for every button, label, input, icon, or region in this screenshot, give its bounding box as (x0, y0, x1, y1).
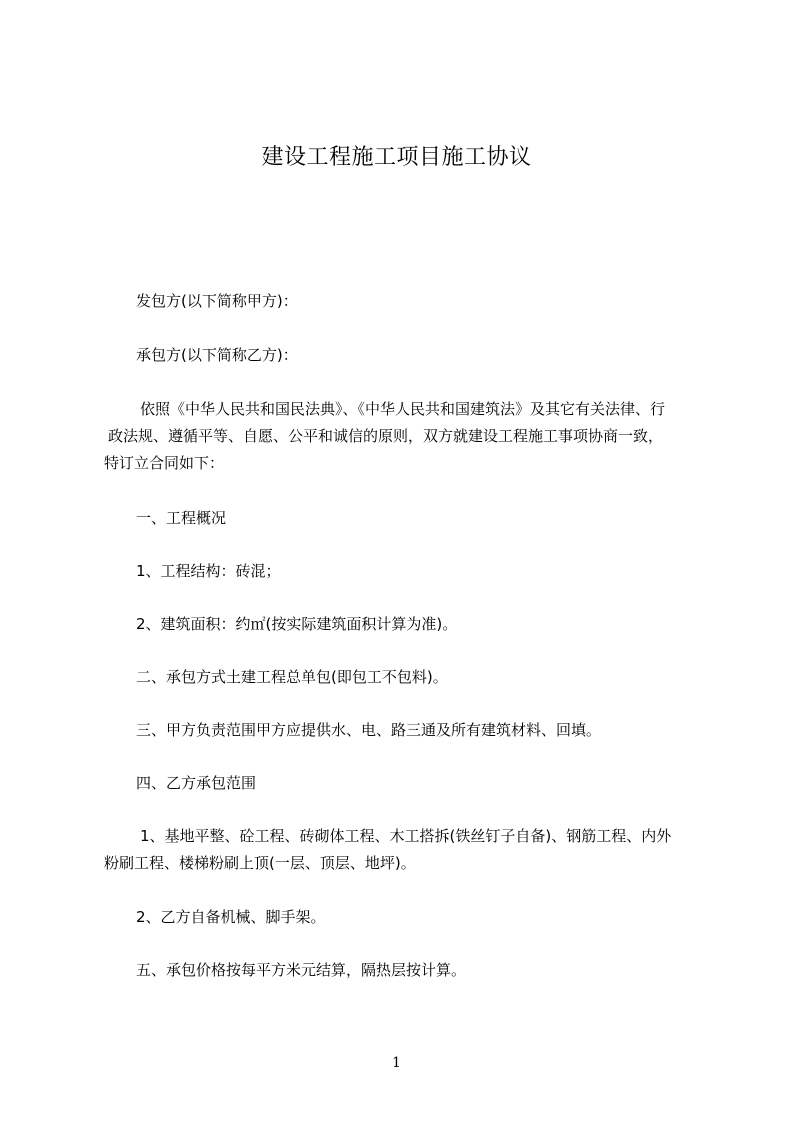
section-heading-3: 三、甲方负责范围甲方应提供水、电、路三通及所有建筑材料、回填。 (136, 721, 602, 739)
preamble-line-1: 依照《中华人民共和国民法典》、《中华人民共和国建筑法》及其它有关法律、行 (140, 400, 666, 418)
party-b-line: 承包方(以下简称乙方)： (136, 346, 298, 364)
clause-4-1-line-2: 粉刷工程、楼梯粉刷上顶(一层、顶层、地坪)。 (104, 854, 416, 872)
clause-4-2: 2、乙方自备机械、脚手架。 (136, 908, 326, 926)
section-heading-4: 四、乙方承包范围 (136, 774, 257, 792)
preamble-line-2: 政法规、遵循平等、自愿、公平和诚信的原则，双方就建设工程施工事项协商一致， (108, 427, 664, 445)
clause-1-1: 1、工程结构：砖混； (136, 562, 281, 580)
document-title: 建设工程施工项目施工协议 (261, 145, 532, 170)
section-heading-1: 一、工程概况 (136, 509, 227, 527)
section-heading-2: 二、承包方式土建工程总单包(即包工不包料)。 (136, 668, 448, 686)
preamble-line-3: 特订立合同如下： (104, 454, 225, 472)
section-heading-5: 五、承包价格按每平方米元结算，隔热层按计算。 (136, 961, 467, 979)
clause-4-1-line-1: 1、基地平整、砼工程、砖砌体工程、木工搭拆(铁丝钉子自备)、钢筋工程、内外 (140, 827, 672, 845)
party-a-line: 发包方(以下简称甲方)： (136, 292, 298, 310)
page-number: 1 (392, 1055, 401, 1071)
clause-1-2: 2、建筑面积：约㎡(按实际建筑面积计算为准)。 (136, 615, 458, 633)
